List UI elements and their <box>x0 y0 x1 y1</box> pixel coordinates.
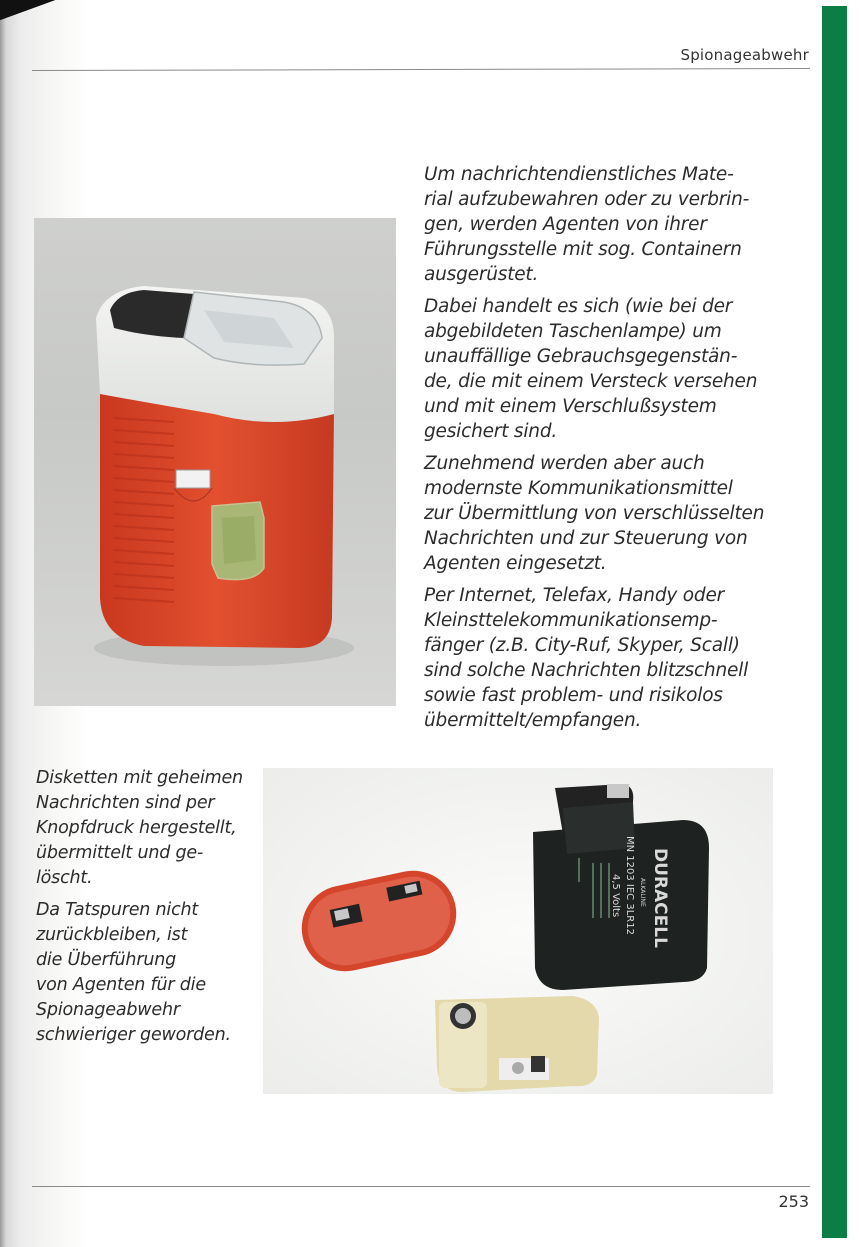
yellow-insert <box>435 996 599 1092</box>
battery-container-photo <box>263 768 773 1094</box>
black-battery <box>533 784 709 990</box>
page-corner-shadow <box>0 0 60 28</box>
running-header: Spionageabwehr <box>680 46 809 64</box>
svg-text:DURACELL: DURACELL <box>650 848 670 948</box>
paragraph-internet: Per Internet, Telefax, Handy oder Kleinsttelekommunikationsemp- fänger (z.B. City-Ruf, Skyper, Scall) sind solche Nachrichten blitzschnell sowie fast problem- und risikolos übermittelt/empfangen. <box>424 585 749 731</box>
flashlight-illustration <box>34 218 396 706</box>
battery-illustration <box>263 768 773 1094</box>
page-number: 253 <box>778 1192 809 1211</box>
flashlight-container-photo <box>34 218 396 706</box>
paragraph-containers: Um nachrichtendienstliches Mate- rial aufzubewahren oder zu verbrin- gen, werden Agenten von ihrer Führungsstelle mit sog. Containern ausgerüstet. <box>424 164 750 285</box>
paragraph-flashlight: Dabei handelt es sich (wie bei der abgebildeten Taschenlampe) um unauffällige Gebrauchsgegenstän- de, die mit einem Versteck versehen und mit einem Verschlußsystem gesichert sind. <box>424 296 758 442</box>
side-caption-text <box>36 766 268 1055</box>
header-rule <box>32 68 810 71</box>
svg-text:4,5 Volts: 4,5 Volts <box>610 874 621 918</box>
svg-text:MN 1203 IEC 3LR12: MN 1203 IEC 3LR12 <box>624 836 635 935</box>
chapter-color-tab <box>822 6 847 1238</box>
paragraph-communication: Zunehmend werden aber auch modernste Kommunikationsmittel zur Übermittlung von verschlüsselten Nachrichten und zur Steuerung von Agenten eingesetzt. <box>424 453 765 574</box>
paragraph-traces: Da Tatspuren nicht zurückbleiben, ist die Überführung von Agenten für die Spionageabwehr schwieriger geworden. <box>36 900 231 1045</box>
footer-rule <box>32 1186 810 1187</box>
main-body-text <box>424 162 764 740</box>
red-shell <box>294 863 464 980</box>
paragraph-diskettes: Disketten mit geheimen Nachrichten sind per Knopfdruck hergestellt, übermittelt und ge- löscht. <box>36 768 243 888</box>
svg-text:ALKALINE: ALKALINE <box>639 878 646 907</box>
